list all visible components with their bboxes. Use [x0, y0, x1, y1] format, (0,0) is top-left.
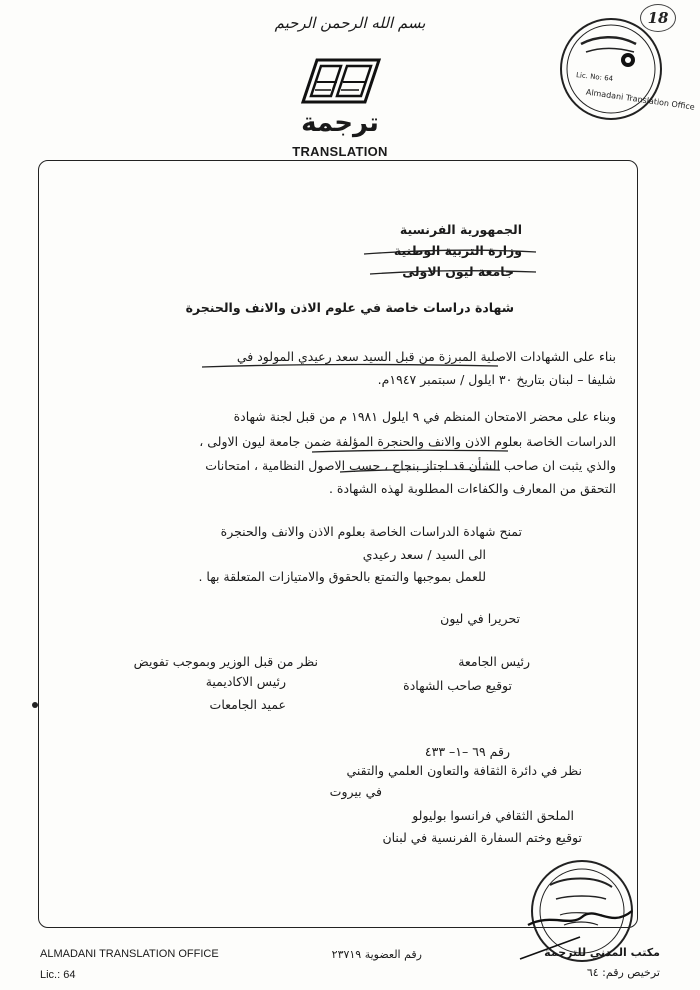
place-of-issue: تحريرا في ليون: [440, 611, 520, 626]
grant-line-1: تمنح شهادة الدراسات الخاصة بعلوم الاذن والانف والحنجرة: [220, 524, 522, 539]
letterhead-ministry: وزارة التربية الوطنية: [393, 243, 522, 258]
reference-seen-by-department: نظر في دائرة الثقافة والتعاون العلمي والتقني: [346, 763, 582, 778]
letterhead-university: جامعة ليون الاولى: [402, 264, 514, 279]
signature-university-president: رئيس الجامعة: [458, 654, 530, 669]
logo-arabic-word: ترجمة: [301, 108, 379, 138]
paragraph-2-line-4: التحقق من المعارف والكفاءات المطلوبة لهذه الشهادة .: [328, 481, 616, 496]
footer-office-name-ar: مكتب المدني للترجمة: [544, 946, 660, 959]
office-stamp-top: [556, 14, 696, 124]
page-number: 18: [640, 4, 676, 32]
paragraph-1-line-2: شليفا – لبنان بتاريخ ٣٠ ايلول / سبتمبر ١٩٤٧م.: [377, 372, 616, 387]
dean-of-universities: عميد الجامعات: [209, 697, 286, 712]
translation-office-logo: [295, 52, 385, 108]
footer-license-ar: ترخيص رقم: ٦٤: [586, 966, 660, 979]
letterhead-republic: الجمهورية الفرنسية: [399, 222, 522, 237]
paragraph-2-line-2: الدراسات الخاصة بعلوم الاذن والانف والحنجرة المؤلفة ضمن جامعة ليون الاولى ،: [199, 434, 616, 449]
para1-pen-underline: [200, 362, 500, 370]
grant-line-3: للعمل بموجبها والتمتع بالحقوق والامتيازات المتعلقة بها .: [198, 569, 486, 584]
reference-in-beirut: في بيروت: [329, 784, 382, 799]
certificate-title: شهادة دراسات خاصة في علوم الاذن والانف والحنجرة: [185, 300, 514, 315]
seen-by-minister: نظر من قبل الوزير وبموجب تفويض: [133, 654, 318, 669]
footer-membership-ar: رقم العضوية ٢٣٧١٩: [331, 948, 422, 961]
reference-cultural-attache: الملحق الثقافي فرانسوا بوليولو: [412, 808, 574, 823]
margin-mark: [32, 702, 38, 708]
signature-certificate-holder: توقيع صاحب الشهادة: [403, 678, 512, 693]
footer-office-name-en: ALMADANI TRANSLATION OFFICE: [40, 948, 219, 960]
stamp-license-text: Lic. No: 64: [575, 71, 614, 83]
reference-number: رقم ٦٩ –١– ٤٣٣: [424, 744, 510, 759]
para2-pen-underlines: [310, 448, 510, 474]
paragraph-2-line-3: والذي يثبت ان صاحب الشأن قد اجتاز بنجاح ، حسب الاصول النظامية ، امتحانات: [205, 458, 616, 473]
basmala: بسم الله الرحمن الرحيم: [274, 14, 426, 32]
paragraph-1-line-1: بناء على الشهادات الاصلية المبرزة من قبل السيد سعد رعيدي المولود في: [236, 349, 616, 364]
academy-president: رئيس الاكاديمية: [205, 674, 286, 689]
translation-label: TRANSLATION: [292, 144, 388, 159]
letterhead-pen-underlines: [360, 232, 540, 288]
svg-text:Almadani Translation Office: Almadani Translation Office: [585, 87, 696, 112]
footer-license-en: Lic.: 64: [40, 969, 76, 981]
grant-line-2: الى السيد / سعد رعيدي: [362, 547, 486, 562]
reference-embassy-stamp: توقيع وختم السفارة الفرنسية في لبنان: [382, 830, 582, 845]
paragraph-2-line-1: وبناء على محضر الامتحان المنظم في ٩ ايلول ١٩٨١ م من قبل لجنة شهادة: [233, 409, 616, 424]
